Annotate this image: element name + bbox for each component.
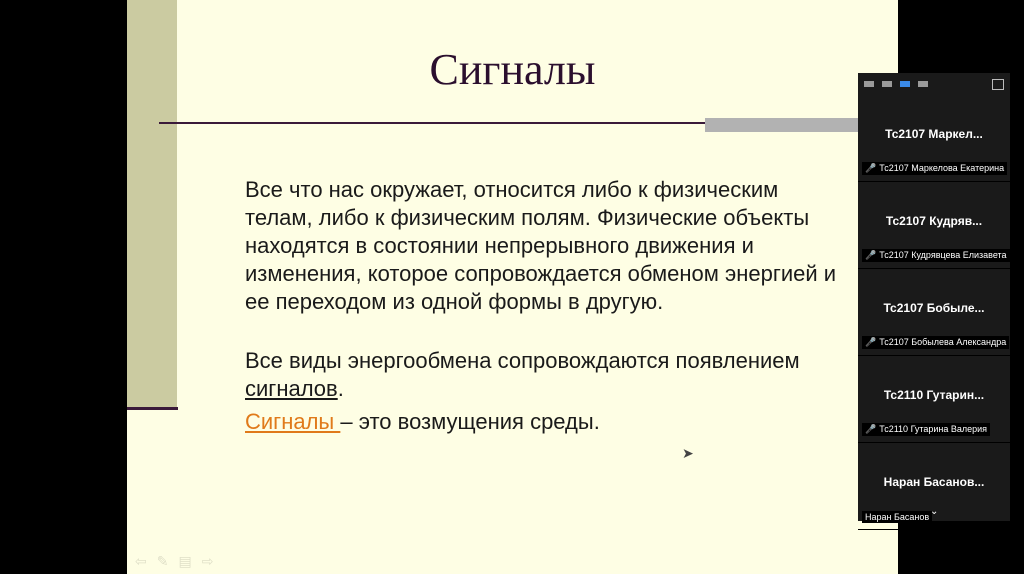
- participant-display-name: Тс2107 Кудряв...: [885, 214, 983, 228]
- participant-label-text: Тс2107 Кудрявцева Елизавета: [879, 250, 1007, 260]
- participant-label: [862, 336, 1009, 349]
- paragraph-2-text: Все виды энергообмена сопровождаются появлением: [245, 348, 800, 373]
- slide-left-bar-line: [127, 407, 178, 410]
- participant-tile[interactable]: [858, 356, 1010, 443]
- participant-label: [862, 511, 932, 523]
- strip-view-icon[interactable]: [900, 81, 910, 87]
- paragraph-3-text: – это возмущения среды.: [340, 409, 600, 434]
- participant-label-text: Тс2107 Маркелова Екатерина: [879, 163, 1005, 173]
- participant-label: [862, 423, 990, 436]
- mic-muted-icon: 🎤: [865, 163, 877, 173]
- chevron-down-icon[interactable]: ⌄: [930, 506, 939, 517]
- participant-label: [862, 249, 1010, 262]
- participant-tile[interactable]: [858, 182, 1010, 269]
- participant-display-name: Тс2110 Гутарин...: [883, 388, 985, 402]
- view-toolbar: [858, 73, 1010, 95]
- slide-nav-controls: [135, 553, 213, 570]
- title-divider: [159, 122, 759, 124]
- speaker-view-icon[interactable]: [882, 81, 892, 87]
- gallery-view-icon[interactable]: [918, 81, 928, 87]
- presentation-slide: [127, 0, 898, 574]
- signals-definition-link[interactable]: Сигналы: [245, 409, 341, 434]
- participant-label: [862, 162, 1007, 175]
- participant-display-name: Тс2107 Бобыле...: [883, 301, 985, 315]
- signals-link[interactable]: сигналов: [245, 376, 338, 401]
- participant-tile[interactable]: [858, 269, 1010, 356]
- menu-icon[interactable]: ▤: [178, 553, 192, 569]
- mic-muted-icon: 🎤: [865, 337, 877, 347]
- slide-title: Сигналы: [429, 45, 596, 94]
- slide-paragraph-1: Все что нас окружает, относится либо к физическим телам, либо к физическим полям. Физические объекты находятся в состоянии непрерывного движения и изменения, которое сопровождается обменом энергией и ее переходом из одной формы в другую.: [245, 177, 837, 314]
- mic-muted-icon: 🎤: [865, 424, 877, 434]
- participant-label-text: Тс2107 Бобылева Александра: [879, 337, 1007, 347]
- slide-paragraph-3: [245, 408, 845, 436]
- paragraph-2-end: .: [337, 376, 344, 401]
- participant-tile[interactable]: [858, 95, 1010, 182]
- participants-panel: [858, 73, 1010, 521]
- mic-muted-icon: 🎤: [865, 250, 877, 260]
- forward-icon[interactable]: ⇨: [201, 553, 214, 569]
- pen-icon[interactable]: ✎: [156, 553, 169, 569]
- participant-display-name: Наран Басанов...: [883, 475, 985, 489]
- participant-display-name: Тс2107 Маркел...: [885, 127, 983, 141]
- back-icon[interactable]: ⇦: [135, 553, 147, 569]
- minimize-view-icon[interactable]: [864, 81, 874, 87]
- slide-paragraph-2: [245, 347, 845, 403]
- participant-label-text: Наран Басанов: [865, 512, 930, 522]
- mouse-cursor-icon: ➤: [682, 445, 694, 461]
- participant-label-text: Тс2110 Гутарина Валерия: [879, 424, 988, 434]
- participant-tiles: [858, 95, 1010, 530]
- expand-panel-icon[interactable]: [992, 79, 1004, 90]
